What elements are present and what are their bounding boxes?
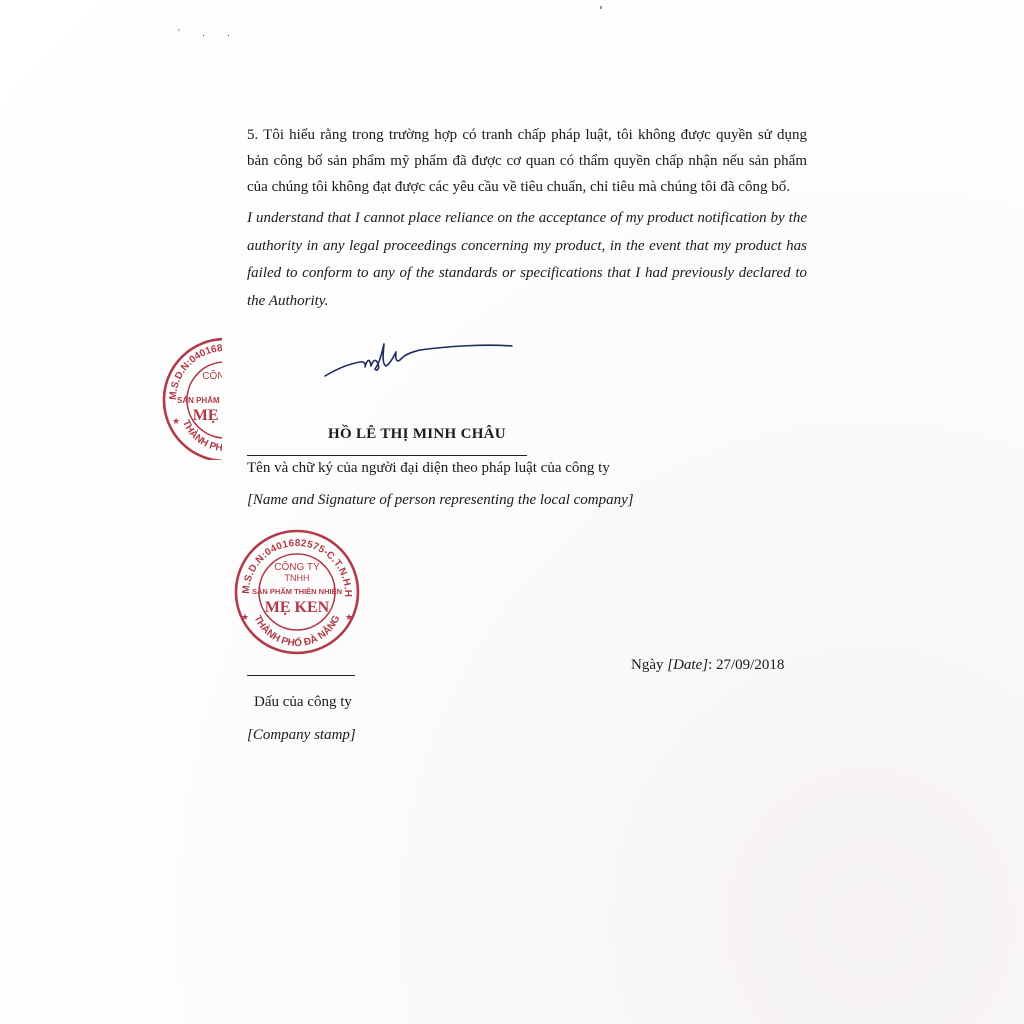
clause-5-vietnamese: 5. Tôi hiểu rằng trong trường hợp có tranh chấp pháp luật, tôi không được quyền sử dụng bản công bố sản phẩm mỹ phẩm đã được cơ quan có thẩm quyền chấp nhận nếu sản phẩm của chúng tôi không đạt được các yêu cầu về tiêu chuẩn, chỉ tiêu mà chúng tôi đã công bố. — [247, 127, 807, 195]
stamp-caption-vietnamese: Dấu của công ty — [254, 694, 352, 710]
stamp-line4: MẸ KEN — [264, 599, 330, 616]
stamp-partial-ring-bottom: THÀNH PHỐ ĐÀ NẴNG — [180, 418, 271, 455]
company-stamp-partial — [160, 336, 282, 460]
svg-text:★: ★ — [172, 417, 181, 427]
scan-specks: ' . . — [178, 28, 240, 39]
stamp-partial-graphic — [160, 336, 282, 460]
representative-signature — [320, 334, 520, 384]
document-date — [631, 657, 784, 674]
signature-line — [247, 455, 527, 456]
scan-speck — [600, 6, 602, 9]
stamp-partial-ring-top: M.S.D.N:0401682575-C.T.N.H.H — [167, 342, 282, 401]
stamp-line1: CÔNG TY — [274, 562, 320, 573]
representative-caption-english: [Name and Signature of person representing the local company] — [247, 492, 634, 508]
date-value: : 27/09/2018 — [708, 657, 785, 673]
stamp-partial-line1: CÔNG TY — [202, 371, 248, 382]
stamp-star-icon: ★ — [345, 613, 354, 623]
stamp-ring-top-text: M.S.D.N:0401682575-C.T.N.H.H — [240, 537, 354, 598]
stamp-partial-line4: MẸ KEN — [192, 407, 258, 424]
stamp-line2: TNHH — [284, 573, 310, 583]
date-label: [Date] — [667, 657, 709, 673]
clause-5-english: I understand that I cannot place reliance on the acceptance of my product notification by the authority in any legal proceedings concerning my product, in the event that my product has failed to conform to any of the standards or specifications that I had previously declared to the Authority. — [247, 210, 807, 309]
stamp-line3: SẢN PHẨM THIÊN NHIÊN — [251, 587, 343, 596]
stamp-line — [247, 675, 355, 676]
representative-caption-vietnamese: Tên và chữ ký của người đại diện theo pháp luật của công ty — [247, 460, 610, 476]
stamp-ring-bottom-text: THÀNH PHỐ ĐÀ NẴNG — [251, 613, 343, 650]
stamp-partial-line3: SẢN PHẨM THIÊN NHIÊN — [176, 396, 274, 405]
stamp-star-icon: ★ — [241, 613, 250, 623]
stamp-caption-english: [Company stamp] — [247, 727, 356, 743]
date-prefix: Ngày — [631, 657, 668, 673]
company-stamp — [232, 528, 362, 656]
representative-name: HỒ LÊ THỊ MINH CHÂU — [328, 426, 506, 442]
